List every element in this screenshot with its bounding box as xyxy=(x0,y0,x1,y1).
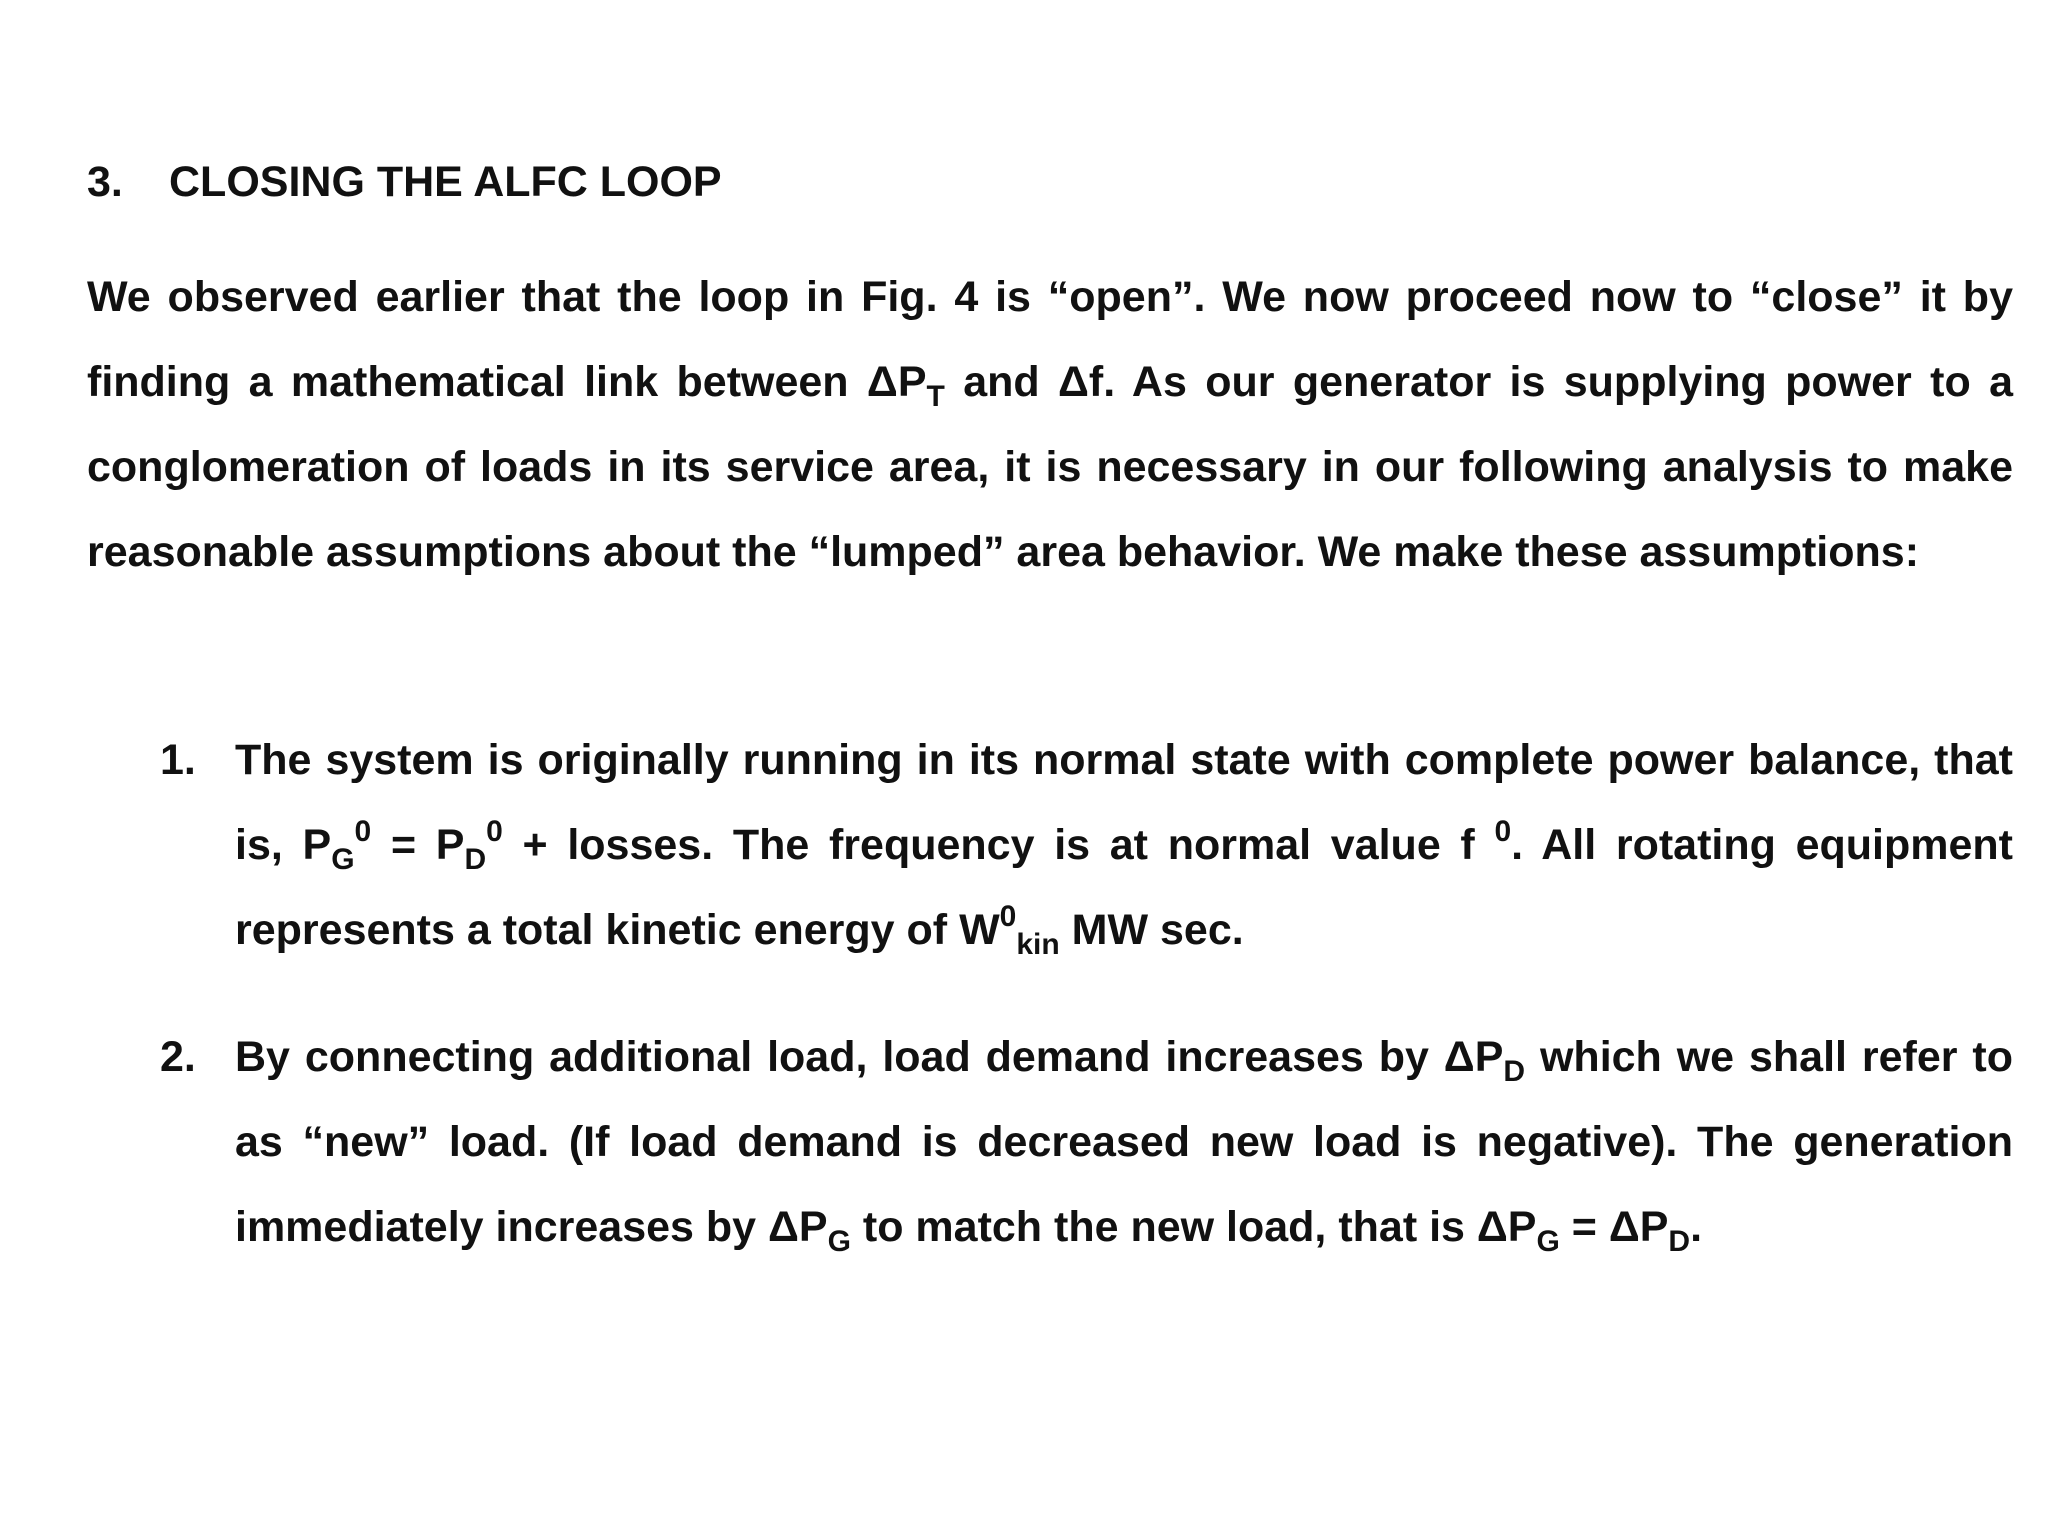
subscript-d: D xyxy=(464,843,487,876)
paragraph-text: We observed earlier that the loop in Fig. 4 is “open”. We now proceed now to “close” it by finding a mathematical link between xyxy=(87,273,2013,406)
list-marker: 1. xyxy=(160,736,196,784)
subscript-g: G xyxy=(331,843,355,876)
item-text: = ΔP xyxy=(1559,1203,1669,1251)
item-text: . xyxy=(1690,1203,1703,1251)
superscript-zero: 0 xyxy=(1494,815,1512,848)
superscript-zero: 0 xyxy=(486,815,503,848)
paragraph-text: and Δf. As our generator is supplying power to a conglomeration of loads in its service area, it is necessary in our following analysis to make reasonable assumptions about the “lumped” area behavior. We make these assumptions: xyxy=(87,358,2013,576)
item-text: MW sec. xyxy=(1059,906,1244,954)
item-text: + losses. The frequency is at normal value f xyxy=(502,821,1495,869)
subscript-kin: kin xyxy=(1016,928,1060,961)
delta-p-symbol: ΔP xyxy=(866,358,927,406)
item-text: By connecting additional load, load demand increases by ΔP xyxy=(235,1033,1504,1081)
superscript-zero: 0 xyxy=(354,815,372,848)
item-text: The system is originally running in its normal state with complete power balance, that is, P xyxy=(235,736,2013,869)
assumption-item xyxy=(160,718,2013,973)
subscript-d: D xyxy=(1668,1225,1691,1258)
item-text: to match the new load, that is ΔP xyxy=(850,1203,1537,1251)
section-heading xyxy=(87,152,722,212)
subscript-g: G xyxy=(827,1225,851,1258)
section-title: CLOSING THE ALFC LOOP xyxy=(169,158,722,206)
intro-paragraph xyxy=(87,255,2013,595)
subscript-d: D xyxy=(1503,1055,1526,1088)
superscript-zero: 0 xyxy=(999,900,1017,933)
section-number: 3. xyxy=(87,158,123,206)
item-text: . All rotating equipment represents a total kinetic energy of W xyxy=(235,821,2013,954)
item-text: = P xyxy=(371,821,465,869)
subscript-t: T xyxy=(926,380,945,413)
assumption-item xyxy=(160,1015,2013,1270)
list-marker: 2. xyxy=(160,1033,196,1081)
subscript-g: G xyxy=(1536,1225,1560,1258)
item-text: which we shall refer to as “new” load. (If load demand is decreased new load is negative). The generation immediately increases by ΔP xyxy=(235,1033,2013,1251)
